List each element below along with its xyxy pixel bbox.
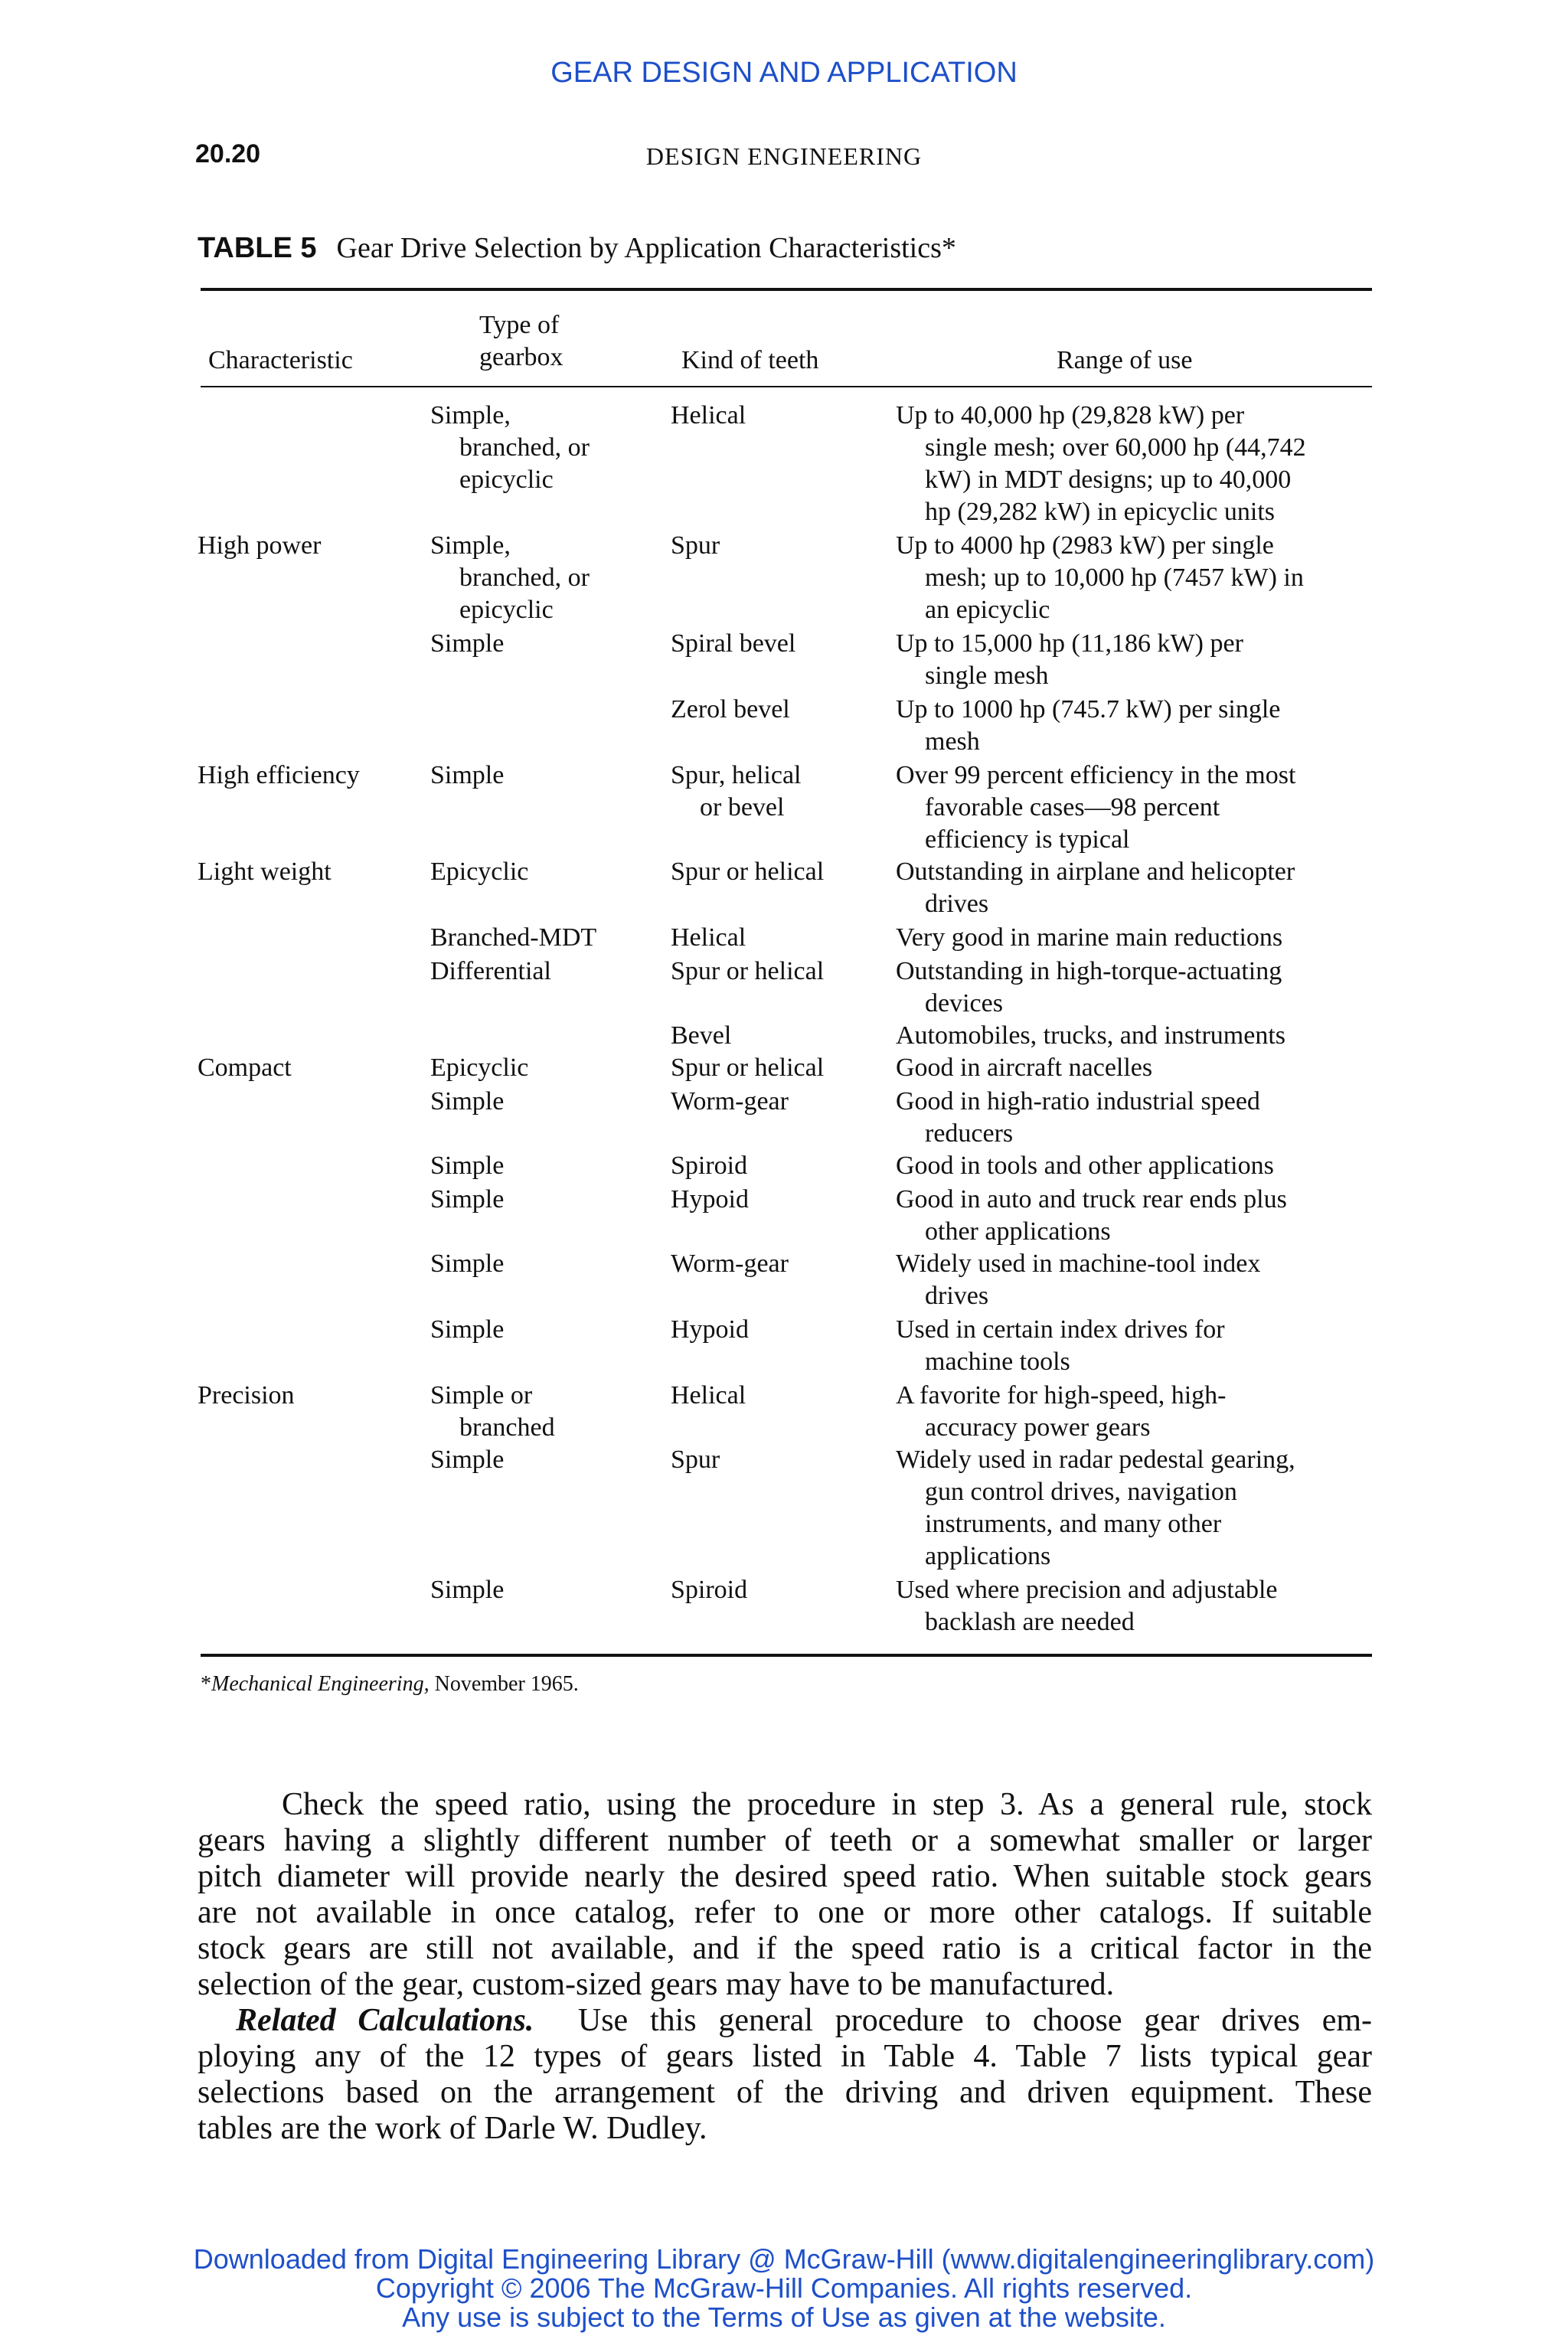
cell-range-of-use bbox=[896, 1248, 1386, 1312]
cell-kind-of-teeth bbox=[671, 1020, 900, 1052]
cell-kind-of-teeth bbox=[671, 1314, 900, 1346]
cell-gearbox-type bbox=[430, 1086, 660, 1118]
cell-kind-of-teeth bbox=[671, 1184, 900, 1216]
cell-kind-of-teeth bbox=[671, 1052, 900, 1084]
cell-range-of-use bbox=[896, 400, 1386, 528]
cell-gearbox-type-line: Simple bbox=[430, 1250, 505, 1278]
cell-characteristic-line: Precision bbox=[198, 1381, 295, 1410]
cell-gearbox-type-line: branched, or bbox=[459, 433, 590, 462]
cell-gearbox-type bbox=[430, 1314, 660, 1346]
cell-kind-of-teeth bbox=[671, 760, 900, 824]
cell-gearbox-type bbox=[430, 530, 660, 626]
column-header-range-of-use: Range of use bbox=[1057, 346, 1193, 374]
table-bottom-rule bbox=[201, 1654, 1372, 1657]
running-head: DESIGN ENGINEERING bbox=[645, 142, 923, 170]
cell-kind-of-teeth bbox=[671, 1086, 900, 1118]
cell-gearbox-type bbox=[430, 400, 660, 496]
column-header-kind-of-teeth: Kind of teeth bbox=[681, 346, 819, 374]
cell-range-of-use-line: other applications bbox=[925, 1217, 1111, 1246]
cell-gearbox-type-line: Simple, bbox=[430, 531, 511, 560]
table-caption bbox=[198, 231, 956, 265]
cell-gearbox-type-line: Simple bbox=[430, 1087, 505, 1116]
table-header-rule bbox=[201, 386, 1372, 387]
cell-range-of-use-line: Up to 40,000 hp (29,828 kW) per bbox=[896, 401, 1245, 430]
cell-gearbox-type-line: Simple, bbox=[430, 401, 511, 430]
cell-gearbox-type-line: Simple bbox=[430, 1315, 505, 1344]
cell-range-of-use bbox=[896, 1150, 1386, 1182]
cell-kind-of-teeth bbox=[671, 1380, 900, 1412]
cell-kind-of-teeth-line: Hypoid bbox=[671, 1315, 749, 1344]
cell-gearbox-type bbox=[430, 1444, 660, 1476]
cell-characteristic bbox=[198, 1052, 292, 1084]
paragraph-line: pitch diameter will provide nearly the desired speed ratio. When suitable stock gears bbox=[198, 1859, 1372, 1894]
cell-gearbox-type bbox=[430, 1380, 660, 1444]
cell-range-of-use bbox=[896, 956, 1386, 1020]
cell-kind-of-teeth-line: Helical bbox=[671, 1381, 746, 1410]
cell-kind-of-teeth-line: Spiral bevel bbox=[671, 629, 796, 658]
cell-kind-of-teeth-line: Worm-gear bbox=[671, 1250, 789, 1278]
cell-range-of-use-line: single mesh; over 60,000 hp (44,742 bbox=[925, 433, 1306, 462]
cell-kind-of-teeth bbox=[671, 694, 900, 726]
cell-kind-of-teeth-line: Helical bbox=[671, 923, 746, 952]
cell-range-of-use-line: A favorite for high-speed, high- bbox=[896, 1381, 1227, 1410]
cell-range-of-use-line: efficiency is typical bbox=[925, 825, 1130, 854]
cell-range-of-use-line: drives bbox=[925, 890, 989, 918]
cell-kind-of-teeth bbox=[671, 530, 900, 562]
cell-range-of-use-line: Good in auto and truck rear ends plus bbox=[896, 1185, 1287, 1214]
cell-range-of-use bbox=[896, 922, 1386, 954]
cell-gearbox-type bbox=[430, 628, 660, 660]
cell-kind-of-teeth-line: Hypoid bbox=[671, 1185, 749, 1214]
cell-gearbox-type-line: epicyclic bbox=[459, 596, 554, 624]
cell-range-of-use bbox=[896, 694, 1386, 758]
cell-range-of-use-line: Widely used in radar pedestal gearing, bbox=[896, 1446, 1295, 1474]
cell-kind-of-teeth-line: Spur bbox=[671, 531, 720, 560]
cell-range-of-use-line: hp (29,282 kW) in epicyclic units bbox=[925, 498, 1276, 526]
cell-range-of-use-line: kW) in MDT designs; up to 40,000 bbox=[925, 466, 1292, 494]
cell-gearbox-type-line: Differential bbox=[430, 957, 551, 985]
cell-kind-of-teeth-line: Spur, helical bbox=[671, 761, 802, 789]
cell-range-of-use-line: accuracy power gears bbox=[925, 1413, 1151, 1442]
cell-range-of-use-line: Good in high-ratio industrial speed bbox=[896, 1087, 1260, 1116]
cell-characteristic-line: Light weight bbox=[198, 858, 332, 886]
cell-range-of-use-line: reducers bbox=[925, 1119, 1014, 1148]
paragraph-line: Check the speed ratio, using the procedure in step 3. As a general rule, stock bbox=[282, 1787, 1372, 1822]
cell-range-of-use-line: Up to 4000 hp (2983 kW) per single bbox=[896, 531, 1274, 560]
paragraph-line: selection of the gear, custom-sized gears may have to be manufactured. bbox=[198, 1967, 1115, 2002]
cell-kind-of-teeth-line: Spiroid bbox=[671, 1576, 748, 1604]
cell-kind-of-teeth bbox=[671, 956, 900, 988]
paragraph-speed-ratio bbox=[198, 1787, 1372, 2003]
paragraph-line-text: Use this general procedure to choose gear drives em- bbox=[577, 2003, 1373, 2038]
footnote-date: November 1965. bbox=[434, 1672, 579, 1696]
related-calculations-heading: Related Calculations. bbox=[236, 2003, 534, 2038]
cell-kind-of-teeth-line: Spur or helical bbox=[671, 1054, 825, 1082]
cell-gearbox-type-line: branched bbox=[459, 1413, 555, 1442]
cell-characteristic bbox=[198, 1380, 295, 1412]
cell-kind-of-teeth-line: Spur or helical bbox=[671, 957, 825, 985]
cell-gearbox-type-line: Simple bbox=[430, 1576, 505, 1604]
cell-range-of-use-line: Used in certain index drives for bbox=[896, 1315, 1225, 1344]
cell-range-of-use bbox=[896, 760, 1386, 856]
cell-kind-of-teeth bbox=[671, 856, 900, 888]
cell-kind-of-teeth bbox=[671, 1574, 900, 1606]
cell-range-of-use-line: Outstanding in high-torque-actuating bbox=[896, 957, 1282, 985]
page-number: 20.20 bbox=[195, 139, 261, 168]
cell-kind-of-teeth-line: Worm-gear bbox=[671, 1087, 789, 1116]
cell-range-of-use-line: gun control drives, navigation bbox=[925, 1478, 1237, 1506]
cell-range-of-use-line: Good in aircraft nacelles bbox=[896, 1054, 1153, 1082]
cell-range-of-use bbox=[896, 856, 1386, 920]
cell-range-of-use bbox=[896, 1314, 1386, 1378]
cell-kind-of-teeth bbox=[671, 1444, 900, 1476]
cell-gearbox-type bbox=[430, 1150, 660, 1182]
footnote-source: Mechanical Engineering, bbox=[211, 1672, 430, 1696]
cell-gearbox-type bbox=[430, 1052, 660, 1084]
cell-kind-of-teeth bbox=[671, 922, 900, 954]
cell-gearbox-type-line: epicyclic bbox=[459, 466, 554, 494]
cell-gearbox-type bbox=[430, 1574, 660, 1606]
paragraph-line: ploying any of the 12 types of gears listed in Table 4. Table 7 lists typical gear bbox=[198, 2039, 1372, 2074]
cell-gearbox-type bbox=[430, 1248, 660, 1280]
cell-range-of-use-line: favorable cases—98 percent bbox=[925, 793, 1220, 822]
cell-range-of-use-line: drives bbox=[925, 1282, 989, 1310]
paragraph-line: selections based on the arrangement of the driving and driven equipment. These bbox=[198, 2075, 1372, 2110]
cell-characteristic-line: Compact bbox=[198, 1054, 292, 1082]
paragraph-related-calculations bbox=[198, 2003, 1372, 2147]
table-top-rule bbox=[201, 288, 1372, 291]
cell-range-of-use-line: Widely used in machine-tool index bbox=[896, 1250, 1261, 1278]
paragraph-line: stock gears are still not available, and if the speed ratio is a critical factor in the bbox=[198, 1931, 1372, 1966]
cell-kind-of-teeth-line: Spiroid bbox=[671, 1152, 748, 1180]
cell-range-of-use bbox=[896, 1380, 1386, 1444]
cell-gearbox-type bbox=[430, 922, 660, 954]
cell-gearbox-type bbox=[430, 1184, 660, 1216]
paragraph-line bbox=[198, 2003, 1372, 2039]
cell-range-of-use-line: an epicyclic bbox=[925, 596, 1050, 624]
table-footnote bbox=[201, 1672, 579, 1697]
cell-range-of-use-line: applications bbox=[925, 1542, 1051, 1570]
cell-kind-of-teeth-line: Zerol bevel bbox=[671, 695, 790, 724]
cell-range-of-use-line: instruments, and many other bbox=[925, 1510, 1222, 1538]
column-header-characteristic: Characteristic bbox=[208, 346, 353, 374]
cell-kind-of-teeth bbox=[671, 400, 900, 432]
cell-gearbox-type-line: Simple or bbox=[430, 1381, 533, 1410]
cell-gearbox-type-line: Epicyclic bbox=[430, 858, 529, 886]
cell-gearbox-type-line: Simple bbox=[430, 629, 505, 658]
cell-gearbox-type bbox=[430, 760, 660, 792]
cell-gearbox-type bbox=[430, 956, 660, 988]
cell-kind-of-teeth-line: Helical bbox=[671, 401, 746, 430]
cell-range-of-use-line: backlash are needed bbox=[925, 1608, 1135, 1636]
table-caption-label: TABLE 5 bbox=[198, 232, 317, 264]
cell-gearbox-type-line: Simple bbox=[430, 761, 505, 789]
cell-gearbox-type-line: Epicyclic bbox=[430, 1054, 529, 1082]
cell-characteristic bbox=[198, 530, 321, 562]
cell-range-of-use-line: single mesh bbox=[925, 662, 1049, 690]
cell-range-of-use-line: Very good in marine main reductions bbox=[896, 923, 1283, 952]
cell-range-of-use-line: devices bbox=[925, 989, 1003, 1018]
cell-kind-of-teeth bbox=[671, 1248, 900, 1280]
cell-range-of-use-line: Up to 15,000 hp (11,186 kW) per bbox=[896, 629, 1243, 658]
cell-gearbox-type-line: Simple bbox=[430, 1446, 505, 1474]
table-caption-title: Gear Drive Selection by Application Characteristics* bbox=[336, 232, 956, 264]
column-header-type-of-gearbox bbox=[479, 309, 564, 374]
paragraph-line: are not available in once catalog, refer to one or more other catalogs. If suitable bbox=[198, 1895, 1372, 1930]
cell-range-of-use-line: mesh; up to 10,000 hp (7457 kW) in bbox=[925, 564, 1304, 592]
footer-terms-line: Any use is subject to the Terms of Use as given at the website. bbox=[402, 2301, 1166, 2333]
cell-gearbox-type bbox=[430, 856, 660, 888]
footnote-marker: * bbox=[201, 1672, 211, 1696]
cell-gearbox-type-line: Simple bbox=[430, 1185, 505, 1214]
cell-kind-of-teeth bbox=[671, 628, 900, 660]
cell-range-of-use-line: mesh bbox=[925, 727, 980, 756]
paragraph-line: tables are the work of Darle W. Dudley. bbox=[198, 2111, 707, 2146]
chapter-title: GEAR DESIGN AND APPLICATION bbox=[550, 57, 1018, 89]
cell-range-of-use bbox=[896, 1574, 1386, 1638]
cell-range-of-use bbox=[896, 1444, 1386, 1573]
cell-range-of-use-line: Over 99 percent efficiency in the most bbox=[896, 761, 1296, 789]
cell-kind-of-teeth-line: or bevel bbox=[700, 793, 785, 822]
cell-range-of-use bbox=[896, 530, 1386, 626]
cell-range-of-use-line: Outstanding in airplane and helicopter bbox=[896, 858, 1295, 886]
cell-range-of-use-line: machine tools bbox=[925, 1348, 1070, 1376]
cell-characteristic bbox=[198, 856, 332, 888]
cell-range-of-use-line: Up to 1000 hp (745.7 kW) per single bbox=[896, 695, 1281, 724]
paragraph-line: gears having a slightly different number of teeth or a somewhat smaller or larger bbox=[198, 1823, 1372, 1858]
cell-kind-of-teeth-line: Bevel bbox=[671, 1021, 732, 1050]
cell-range-of-use bbox=[896, 1020, 1386, 1052]
cell-characteristic-line: High efficiency bbox=[198, 761, 360, 789]
cell-characteristic bbox=[198, 760, 360, 792]
cell-gearbox-type-line: branched, or bbox=[459, 564, 590, 592]
column-header-type-line1: Type of bbox=[479, 311, 560, 339]
cell-gearbox-type-line: Branched-MDT bbox=[430, 923, 597, 952]
column-header-type-line2: gearbox bbox=[479, 343, 564, 371]
cell-range-of-use-line: Automobiles, trucks, and instruments bbox=[896, 1021, 1286, 1050]
cell-range-of-use-line: Good in tools and other applications bbox=[896, 1152, 1274, 1180]
cell-range-of-use bbox=[896, 1052, 1386, 1084]
cell-range-of-use bbox=[896, 1086, 1386, 1150]
cell-range-of-use-line: Used where precision and adjustable bbox=[896, 1576, 1278, 1604]
cell-range-of-use bbox=[896, 1184, 1386, 1248]
cell-gearbox-type-line: Simple bbox=[430, 1152, 505, 1180]
cell-kind-of-teeth-line: Spur bbox=[671, 1446, 720, 1474]
cell-characteristic-line: High power bbox=[198, 531, 322, 560]
cell-kind-of-teeth bbox=[671, 1150, 900, 1182]
cell-range-of-use bbox=[896, 628, 1386, 692]
footer-copyright-line: Copyright © 2006 The McGraw-Hill Companies. All rights reserved. bbox=[375, 2272, 1193, 2304]
footer-download-line: Downloaded from Digital Engineering Library @ McGraw-Hill (www.digitalengineeringlibrary.com) bbox=[193, 2243, 1375, 2275]
cell-kind-of-teeth-line: Spur or helical bbox=[671, 858, 825, 886]
